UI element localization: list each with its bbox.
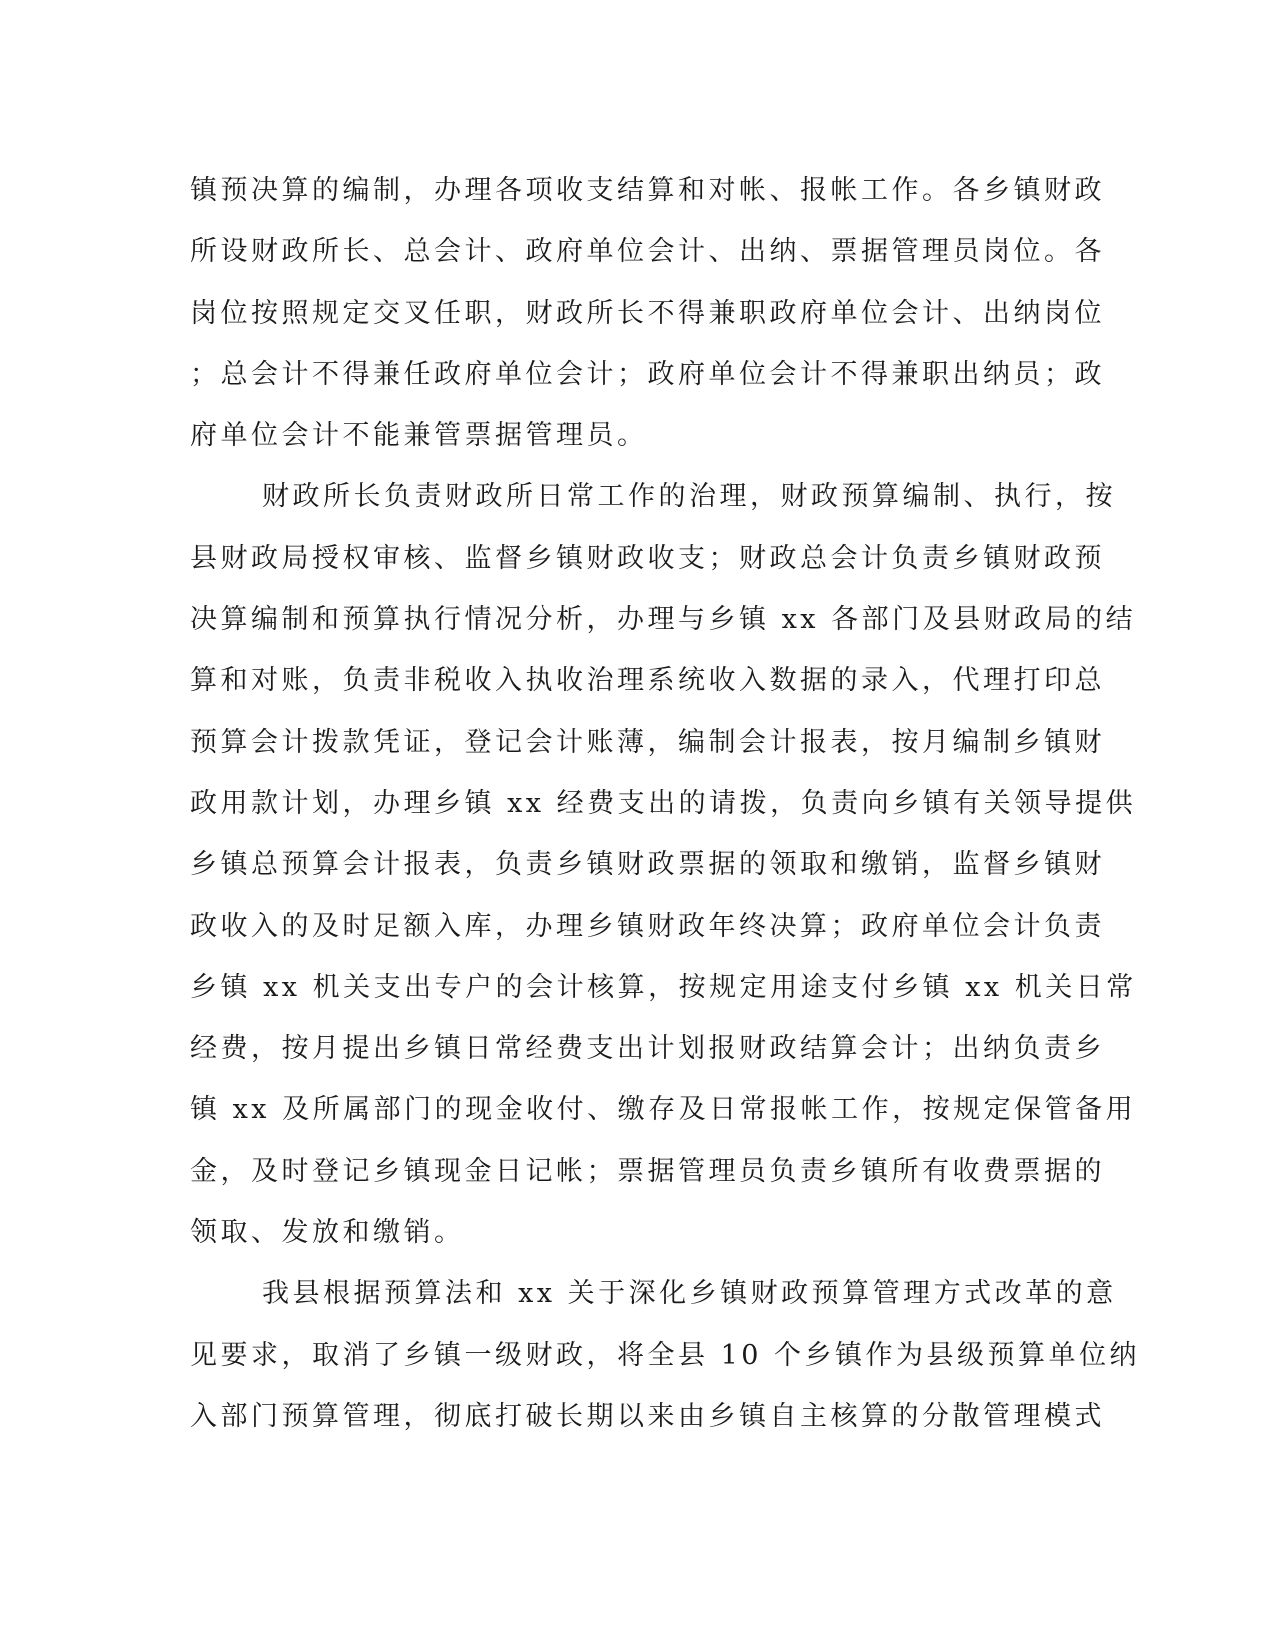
text-line: 入部门预算管理，彻底打破长期以来由乡镇自主核算的分散管理模式 — [190, 1400, 1105, 1432]
text-line: 预算会计拨款凭证，登记会计账薄，编制会计报表，按月编制乡镇财 — [190, 726, 1105, 758]
text-line: 所设财政所长、总会计、政府单位会计、出纳、票据管理员岗位。各 — [190, 236, 1105, 268]
text-line: ；总会计不得兼任政府单位会计；政府单位会计不得兼职出纳员；政 — [190, 358, 1105, 390]
text-line: 政用款计划，办理乡镇 xx 经费支出的请拨，负责向乡镇有关领导提供 — [190, 787, 1137, 819]
paragraph-2 — [190, 466, 1137, 1263]
text-line: 金，及时登记乡镇现金日记帐；票据管理员负责乡镇所有收费票据的 — [190, 1155, 1105, 1187]
text-line: 财政所长负责财政所日常工作的治理，财政预算编制、执行，按 — [262, 481, 1116, 513]
text-line: 县财政局授权审核、监督乡镇财政收支；财政总会计负责乡镇财政预 — [190, 542, 1105, 574]
paragraph-1 — [190, 160, 1105, 466]
text-line: 镇预决算的编制，办理各项收支结算和对帐、报帐工作。各乡镇财政 — [190, 175, 1105, 206]
paragraph-3 — [190, 1263, 1141, 1447]
text-line: 算和对账，负责非税收入执收治理系统收入数据的录入，代理打印总 — [190, 665, 1105, 697]
text-line: 镇 xx 及所属部门的现金收付、缴存及日常报帐工作，按规定保管备用 — [190, 1094, 1137, 1126]
text-line: 政收入的及时足额入库，办理乡镇财政年终决算；政府单位会计负责 — [190, 910, 1105, 942]
text-line: 我县根据预算法和 xx 关于深化乡镇财政预算管理方式改革的意 — [262, 1278, 1117, 1310]
text-line: 乡镇 xx 机关支出专户的会计核算，按规定用途支付乡镇 xx 机关日常 — [190, 971, 1137, 1003]
text-line: 决算编制和预算执行情况分析，办理与乡镇 xx 各部门及县财政局的结 — [190, 604, 1137, 636]
text-line: 见要求，取消了乡镇一级财政，将全县 10 个乡镇作为县级预算单位纳 — [190, 1339, 1141, 1371]
text-line: 经费，按月提出乡镇日常经费支出计划报财政结算会计；出纳负责乡 — [190, 1033, 1105, 1065]
text-line: 岗位按照规定交叉任职，财政所长不得兼职政府单位会计、出纳岗位 — [190, 297, 1105, 329]
text-line: 府单位会计不能兼管票据管理员。 — [190, 420, 648, 452]
text-line: 乡镇总预算会计报表，负责乡镇财政票据的领取和缴销，监督乡镇财 — [190, 849, 1105, 881]
text-line: 领取、发放和缴销。 — [190, 1217, 465, 1249]
document-body — [190, 160, 1141, 1447]
